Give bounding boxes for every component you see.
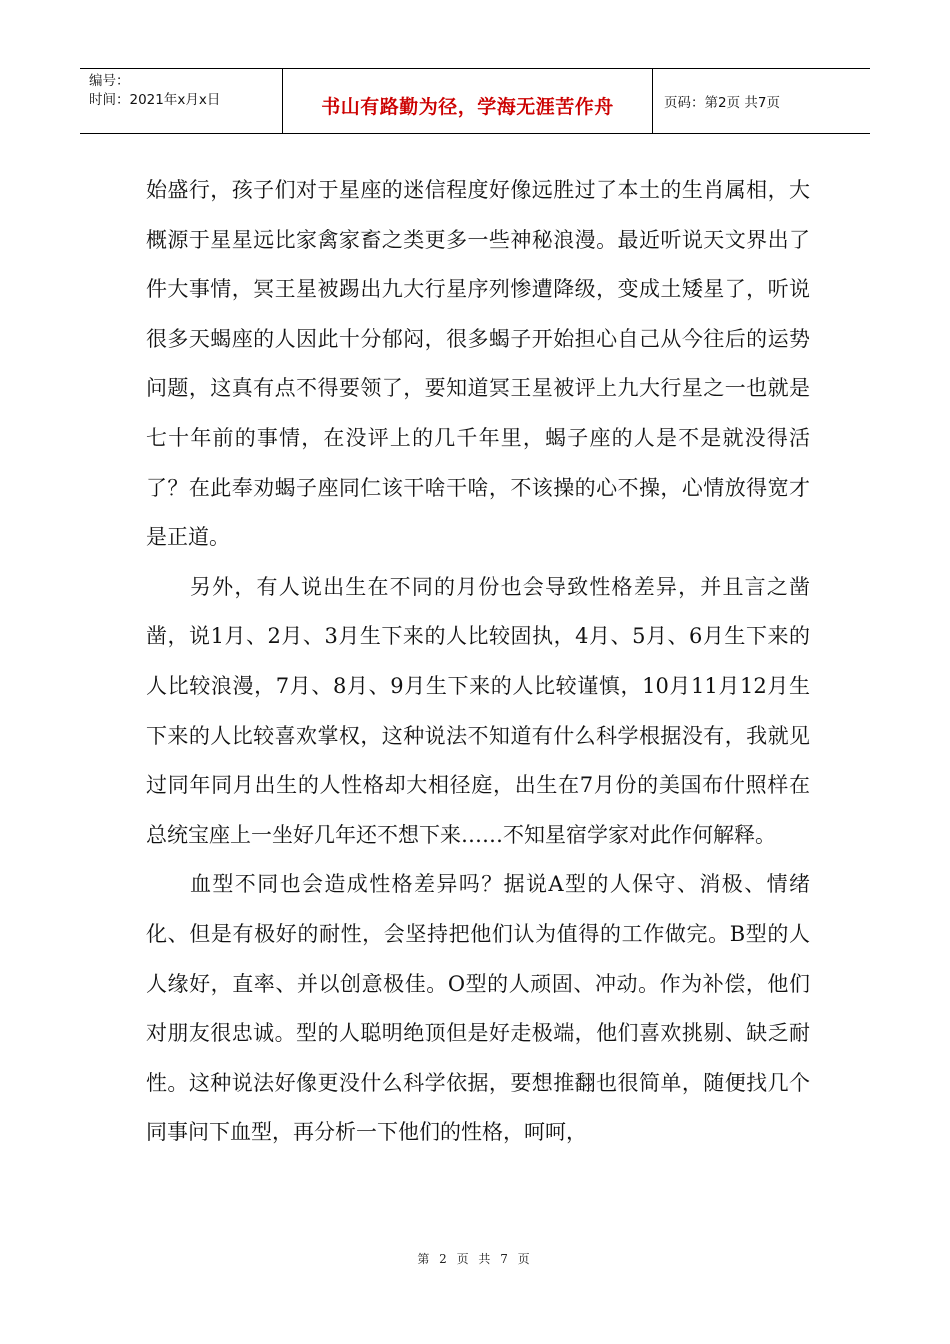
header-motto-cell	[283, 69, 653, 133]
header-meta	[80, 69, 283, 133]
paragraph-1: 始盛行，孩子们对于星座的迷信程度好像远胜过了本土的生肖属相，大概源于星星远比家禽家畜之类更多一些神秘浪漫。最近听说天文界出了件大事情，冥王星被踢出九大行星序列惨遭降级，变成土矮星了，听说很多天蝎座的人因此十分郁闷，很多蝎子开始担心自己从今往后的运势问题，这真有点不得要领了，要知道冥王星被评上九大行星之一也就是七十年前的事情，在没评上的几千年里，蝎子座的人是不是就没得活了？在此奉劝蝎子座同仁该干啥干啥，不该操的心不操，心情放得宽才是正道。	[146, 178, 810, 550]
date-label: 时间：2021年x月x日	[89, 92, 221, 108]
header-page-cell	[653, 69, 870, 133]
document-body	[146, 166, 810, 1158]
paragraph-2: 另外，有人说出生在不同的月份也会导致性格差异，并且言之凿凿，说1月、2月、3月生下来的人比较固执，4月、5月、6月生下来的人比较浪漫，7月、8月、9月生下来的人比较谨慎，10月11月12月生下来的人比较喜欢掌权，这种说法不知道有什么科学根据没有，我就见过同年同月出生的人性格却大相径庭，出生在7月份的美国布什照样在总统宝座上一坐好几年还不想下来……不知星宿学家对此作何解释。	[146, 574, 810, 847]
paragraph-3: 血型不同也会造成性格差异吗？据说A型的人保守、消极、情绪化、但是有极好的耐性，会坚持把他们认为值得的工作做完。B型的人人缘好，直率、并以创意极佳。O型的人顽固、冲动。作为补偿，他们对朋友很忠诚。型的人聪明绝顶但是好走极端，他们喜欢挑剔、缺乏耐性。这种说法好像更没什么科学依据，要想推翻也很简单，随便找几个同事问下血型，再分析一下他们的性格，呵呵，	[146, 872, 810, 1145]
page-footer: 第 2 页 共 7 页	[417, 1252, 533, 1266]
document-header	[80, 68, 870, 134]
serial-number-label: 编号：	[89, 73, 130, 89]
page-number-label: 页码：第2页 共7页	[664, 95, 780, 111]
motto-text: 书山有路勤为径，学海无涯苦作舟	[321, 95, 614, 118]
